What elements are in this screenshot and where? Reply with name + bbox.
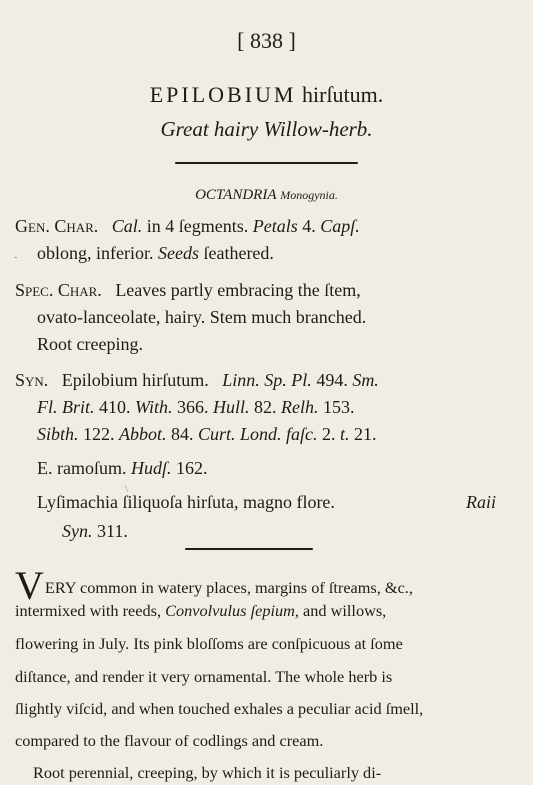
capsule-term: Capſ.	[320, 216, 360, 236]
linnaean-classification	[0, 187, 533, 204]
syn-ref: Linn. Sp. Pl.	[222, 370, 312, 390]
desc-2b: Convolvulus ſepium,	[165, 601, 299, 620]
seeds-term: Seeds	[157, 243, 199, 263]
syn-author: Sm.	[352, 370, 379, 390]
section-divider	[185, 548, 313, 550]
genus-name: EPILOBIUM	[149, 82, 297, 107]
description-line-4: diſtance, and render it very ornamental. The whole herb is	[15, 667, 393, 686]
petals-number: 4.	[297, 216, 321, 236]
calyx-text: in 4 ſegments.	[142, 216, 253, 236]
description-line-3: flowering in July. Its pink bloſſoms are conſpicuous at ſome	[15, 634, 403, 653]
synonym-line-1	[15, 370, 379, 391]
class-name: OCTANDRIA	[195, 187, 277, 203]
syn-3g: t.	[340, 424, 350, 444]
specific-character-line-2: ovato-lanceolate, hairy. Stem much branched.	[37, 307, 367, 327]
species-epithet: hirſutum.	[302, 82, 384, 107]
syn-2h: 153.	[318, 397, 355, 417]
description-line-7: Root perennial, creeping, by which it is peculiarly di-	[33, 763, 382, 782]
syn-3a: Sibth.	[37, 424, 79, 444]
syn-2c: With.	[135, 397, 173, 417]
order-name: Monogynia.	[280, 188, 338, 202]
syn-6a: Syn.	[62, 521, 93, 541]
syn-3f: 2.	[317, 424, 341, 444]
synonym-line-3	[37, 424, 377, 445]
gen-char-label: Gen. Char.	[15, 216, 99, 236]
common-name: Great hairy Willow-herb.	[160, 117, 373, 141]
syn-label: Syn.	[15, 370, 49, 390]
syn-3b: 122.	[78, 424, 120, 444]
drop-cap: V	[15, 563, 44, 608]
stray-mark-2: \	[125, 484, 128, 495]
description-line-1	[15, 563, 413, 608]
synonym-line-5	[37, 492, 335, 513]
syn-ref-num: 494.	[311, 370, 353, 390]
synonym-line-4	[37, 458, 207, 479]
specific-character-line-1	[15, 280, 361, 301]
syn-4c: 162.	[171, 458, 208, 478]
desc-2c: and willows,	[298, 601, 387, 620]
desc-2a: intermixed with reeds,	[15, 601, 166, 620]
petals-term: Petals	[252, 216, 298, 236]
syn-4b: Hudſ.	[130, 458, 172, 478]
gen-char-text-b: ſeathered.	[198, 243, 274, 263]
spec-char-text-1: Leaves partly embracing the ſtem,	[115, 280, 361, 300]
description-line-6: compared to the flavour of codlings and cream.	[15, 731, 324, 750]
page-number: [ 838 ]	[237, 28, 296, 53]
generic-character-line-1	[15, 216, 360, 237]
description-line-2	[15, 601, 386, 621]
species-title	[0, 82, 533, 108]
syn-6b: 311.	[92, 521, 128, 541]
syn-2e: Hull.	[213, 397, 250, 417]
gen-char-text-a: oblong, inferior.	[37, 243, 158, 263]
syn-3h: 21.	[349, 424, 377, 444]
syn-5b: Raii	[466, 492, 496, 512]
title-divider	[175, 162, 358, 164]
syn-2g: Relh.	[281, 397, 319, 417]
syn-5a: Lyſimachia ſiliquoſa hirſuta, magno flore.	[37, 492, 335, 512]
synonym-line-2	[37, 397, 355, 418]
calyx-term: Cal.	[111, 216, 143, 236]
spec-char-label: Spec. Char.	[15, 280, 102, 300]
synonym-line-6	[62, 521, 128, 542]
specific-character-line-3: Root creeping.	[37, 334, 143, 354]
description-text-1: ERY common in watery places, margins of ſtreams, &c.,	[44, 578, 413, 597]
generic-character-line-2	[37, 243, 274, 264]
syn-3c: Abbot.	[119, 424, 167, 444]
stray-mark: -	[14, 252, 18, 263]
syn-2f: 82.	[249, 397, 282, 417]
description-line-5: ſlightly viſcid, and when touched exhales a peculiar acid ſmell,	[15, 699, 424, 718]
syn-4a: E. ramoſum.	[37, 458, 131, 478]
syn-2d: 366.	[172, 397, 214, 417]
syn-3e: Curt. Lond. faſc.	[198, 424, 318, 444]
syn-3d: 84.	[166, 424, 199, 444]
syn-2b: 410.	[94, 397, 135, 417]
syn-2a: Fl. Brit.	[37, 397, 95, 417]
syn-name: Epilobium hirſutum.	[61, 370, 209, 390]
